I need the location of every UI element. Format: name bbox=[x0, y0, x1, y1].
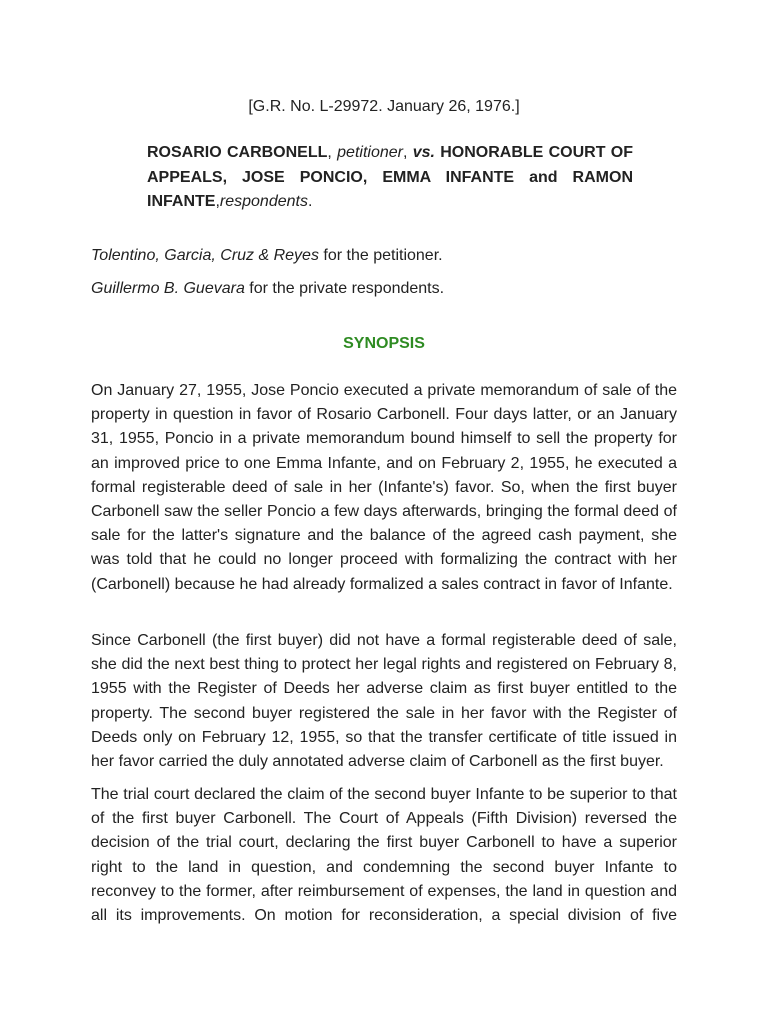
counsel-petitioner bbox=[91, 244, 691, 268]
petitioner-role: petitioner bbox=[337, 144, 403, 161]
case-caption bbox=[147, 141, 633, 215]
caption-separator: , bbox=[215, 193, 220, 210]
synopsis-heading: SYNOPSIS bbox=[343, 335, 425, 352]
counsel-name: Tolentino, Garcia, Cruz & Reyes bbox=[91, 247, 319, 264]
counsel-name: Guillermo B. Guevara bbox=[91, 280, 245, 297]
counsel-role: for the petitioner. bbox=[318, 247, 443, 264]
caption-separator: , bbox=[327, 144, 338, 161]
synopsis-paragraph: Since Carbonell (the first buyer) did not have a formal registerable deed of sale, she did the next best thing to protect her legal rights and registered on February 8, 1955 with the Register of Deeds her adverse claim as first buyer entitled to the property. The second buyer registered the sale in her favor with the Register of Deeds only on February 12, 1955, so that the transfer certificate of title issued in her favor carried the duly annotated adverse claim of Carbonell as the first buyer. bbox=[91, 632, 677, 771]
counsel-respondents bbox=[91, 277, 691, 301]
respondents-role: respondents bbox=[219, 193, 308, 210]
synopsis-paragraph: On January 27, 1955, Jose Poncio executed a private memorandum of sale of the property in question in favor of Rosario Carbonell. Four days latter, or an January 31, 1955, Poncio in a private memorandum bound himself to sell the property for an improved price to one Emma Infante, and on February 2, 1955, he executed a formal registerable deed of sale in her (Infante's) favor. So, when the first buyer Carbonell saw the seller Poncio a few days afterwards, bringing the formal deed of sale for the latter's signature and the balance of the agreed cash payment, she was told that he could no longer proceed with formalizing the contract with her (Carbonell) because he had already formalized a sales contract in favor of Infante. bbox=[91, 382, 677, 593]
synopsis-paragraph: The trial court declared the claim of the second buyer Infante to be superior to that of the first buyer Carbonell. The Court of Appeals (Fifth Division) reversed the decision of the trial court, declaring the first buyer Carbonell to have a superior right to the land in question, and condemning the second buyer Infante to reconvey to the former, after reimbursement of expenses, the land in question and all its improvements. On motion for reconsideration, a special division of five bbox=[91, 786, 677, 925]
respondents-names: HONORABLE COURT OF APPEALS, JOSE PONCIO, EMMA INFANTE and RAMON INFANTE bbox=[147, 144, 634, 210]
petitioner-name: ROSARIO CARBONELL bbox=[147, 144, 328, 161]
case-number-line: [G.R. No. L-29972. January 26, 1976.] bbox=[248, 98, 520, 115]
versus-label: vs. bbox=[412, 144, 435, 161]
caption-end: . bbox=[307, 193, 313, 210]
caption-separator: , bbox=[402, 144, 413, 161]
counsel-role: for the private respondents. bbox=[244, 280, 445, 297]
